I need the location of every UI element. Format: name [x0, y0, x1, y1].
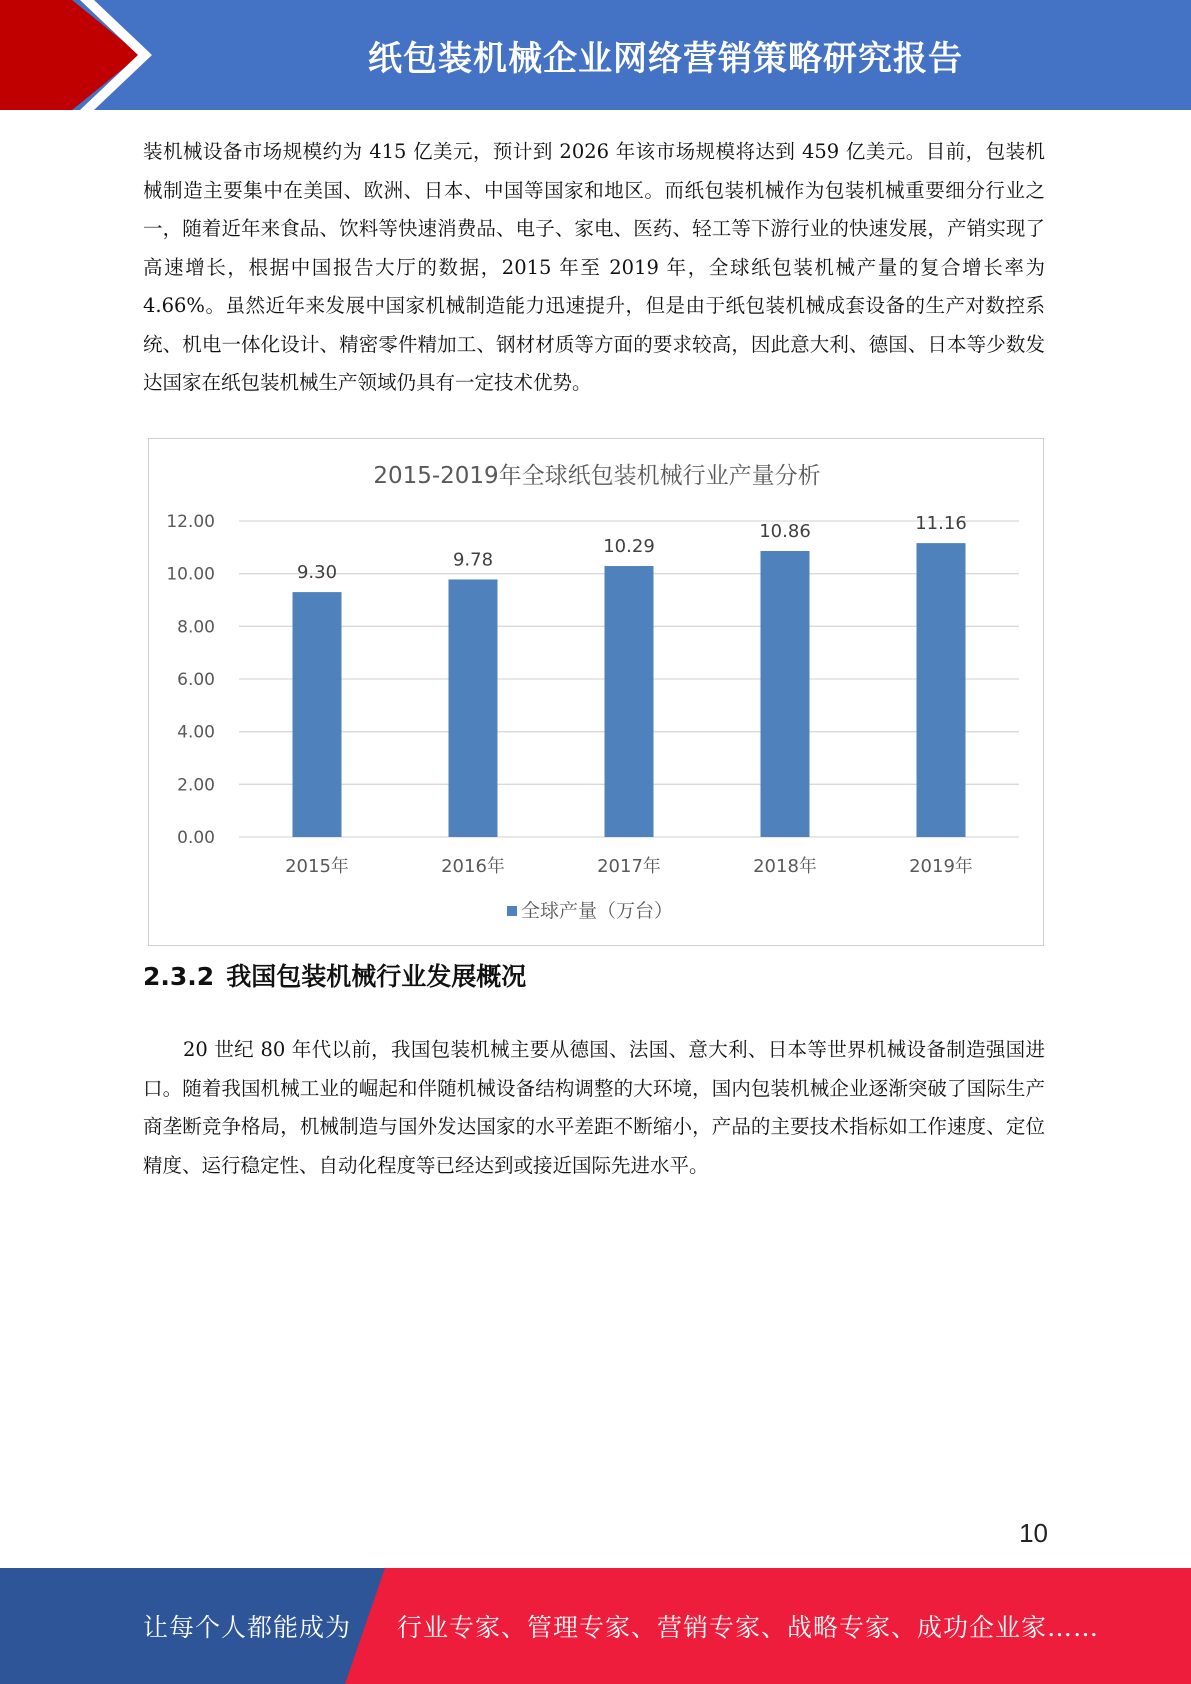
chart-title: 2015-2019年全球纸包装机械行业产量分析 — [373, 463, 821, 489]
section-number: 2.3.2 — [143, 962, 215, 991]
value-label: 9.78 — [452, 549, 494, 571]
bar-3 — [605, 566, 654, 837]
chart-x-axis — [285, 855, 973, 877]
y-tick-label: 10.00 — [166, 564, 215, 585]
value-label: 10.29 — [603, 536, 655, 558]
production-bar-chart — [148, 438, 1044, 946]
page-footer — [0, 1568, 1191, 1684]
bar-5 — [917, 543, 966, 837]
report-title: 纸包装机械企业网络营销策略研究报告 — [368, 38, 963, 79]
bar-2 — [449, 579, 498, 837]
value-label: 9.30 — [296, 562, 338, 584]
x-tick-label: 2018年 — [753, 856, 817, 877]
section-heading — [143, 957, 526, 993]
bar-4 — [761, 551, 810, 837]
bar-1 — [293, 592, 342, 837]
page-number: 10 — [1019, 1518, 1048, 1548]
chart-bars — [293, 543, 966, 837]
chart-canvas — [149, 439, 1045, 947]
legend-label: 全球产量（万台） — [521, 900, 674, 922]
y-tick-label: 2.00 — [177, 775, 215, 796]
x-tick-label: 2017年 — [597, 856, 661, 877]
chart-y-axis — [166, 512, 215, 848]
page-header — [0, 0, 1191, 110]
y-tick-label: 8.00 — [177, 617, 215, 638]
header-arrow-decoration — [0, 0, 160, 110]
y-tick-label: 6.00 — [177, 670, 215, 690]
body-paragraph-1: 装机械设备市场规模约为 415 亿美元，预计到 2026 年该市场规模将达到 459 亿美元。目前，包装机械制造主要集中在美国、欧洲、日本、中国等国家和地区。而纸包装机械作为包装机械重要细分行业之一，随着近年来食品、饮料等快速消费品、电子、家电、医药、轻工等下游行业的快速发展，产销实现了高速增长，根据中国报告大厅的数据，2015 年至 2019 年，全球纸包装机械产量的复合增长率为 4.66%。虽然近年来发展中国家机械制造能力迅速提升，但是由于纸包装机械成套设备的生产对数控系统、机电一体化设计、精密零件精加工、钢材材质等方面的要求较高，因此意大利、德国、日本等少数发达国家在纸包装机械生产领域仍具有一定技术优势。 — [143, 140, 1045, 394]
y-tick-label: 0.00 — [177, 828, 215, 848]
chart-legend — [507, 900, 673, 922]
value-label: 11.16 — [915, 513, 967, 535]
y-tick-label: 4.00 — [177, 722, 215, 743]
y-tick-label: 12.00 — [166, 512, 215, 532]
x-tick-label: 2019年 — [909, 856, 973, 877]
footer-slogan-left: 让每个人都能成为 — [143, 1613, 352, 1642]
footer-slogan-right: 行业专家、管理专家、营销专家、战略专家、成功企业家…… — [397, 1613, 1100, 1642]
legend-swatch — [507, 906, 517, 916]
x-tick-label: 2015年 — [285, 856, 349, 877]
body-paragraph-2: 20 世纪 80 年代以前，我国包装机械主要从德国、法国、意大利、日本等世界机械设备制造强国进口。随着我国机械工业的崛起和伴随机械设备结构调整的大环境，国内包装机械企业逐渐突破了国际生产商垄断竞争格局，机械制造与国外发达国家的水平差距不断缩小，产品的主要技术指标如工作速度、定位精度、运行稳定性、自动化程度等已经达到或接近国际先进水平。 — [143, 1038, 1045, 1177]
x-tick-label: 2016年 — [441, 856, 505, 877]
value-label: 10.86 — [759, 521, 811, 543]
section-title: 我国包装机械行业发展概况 — [226, 962, 527, 991]
